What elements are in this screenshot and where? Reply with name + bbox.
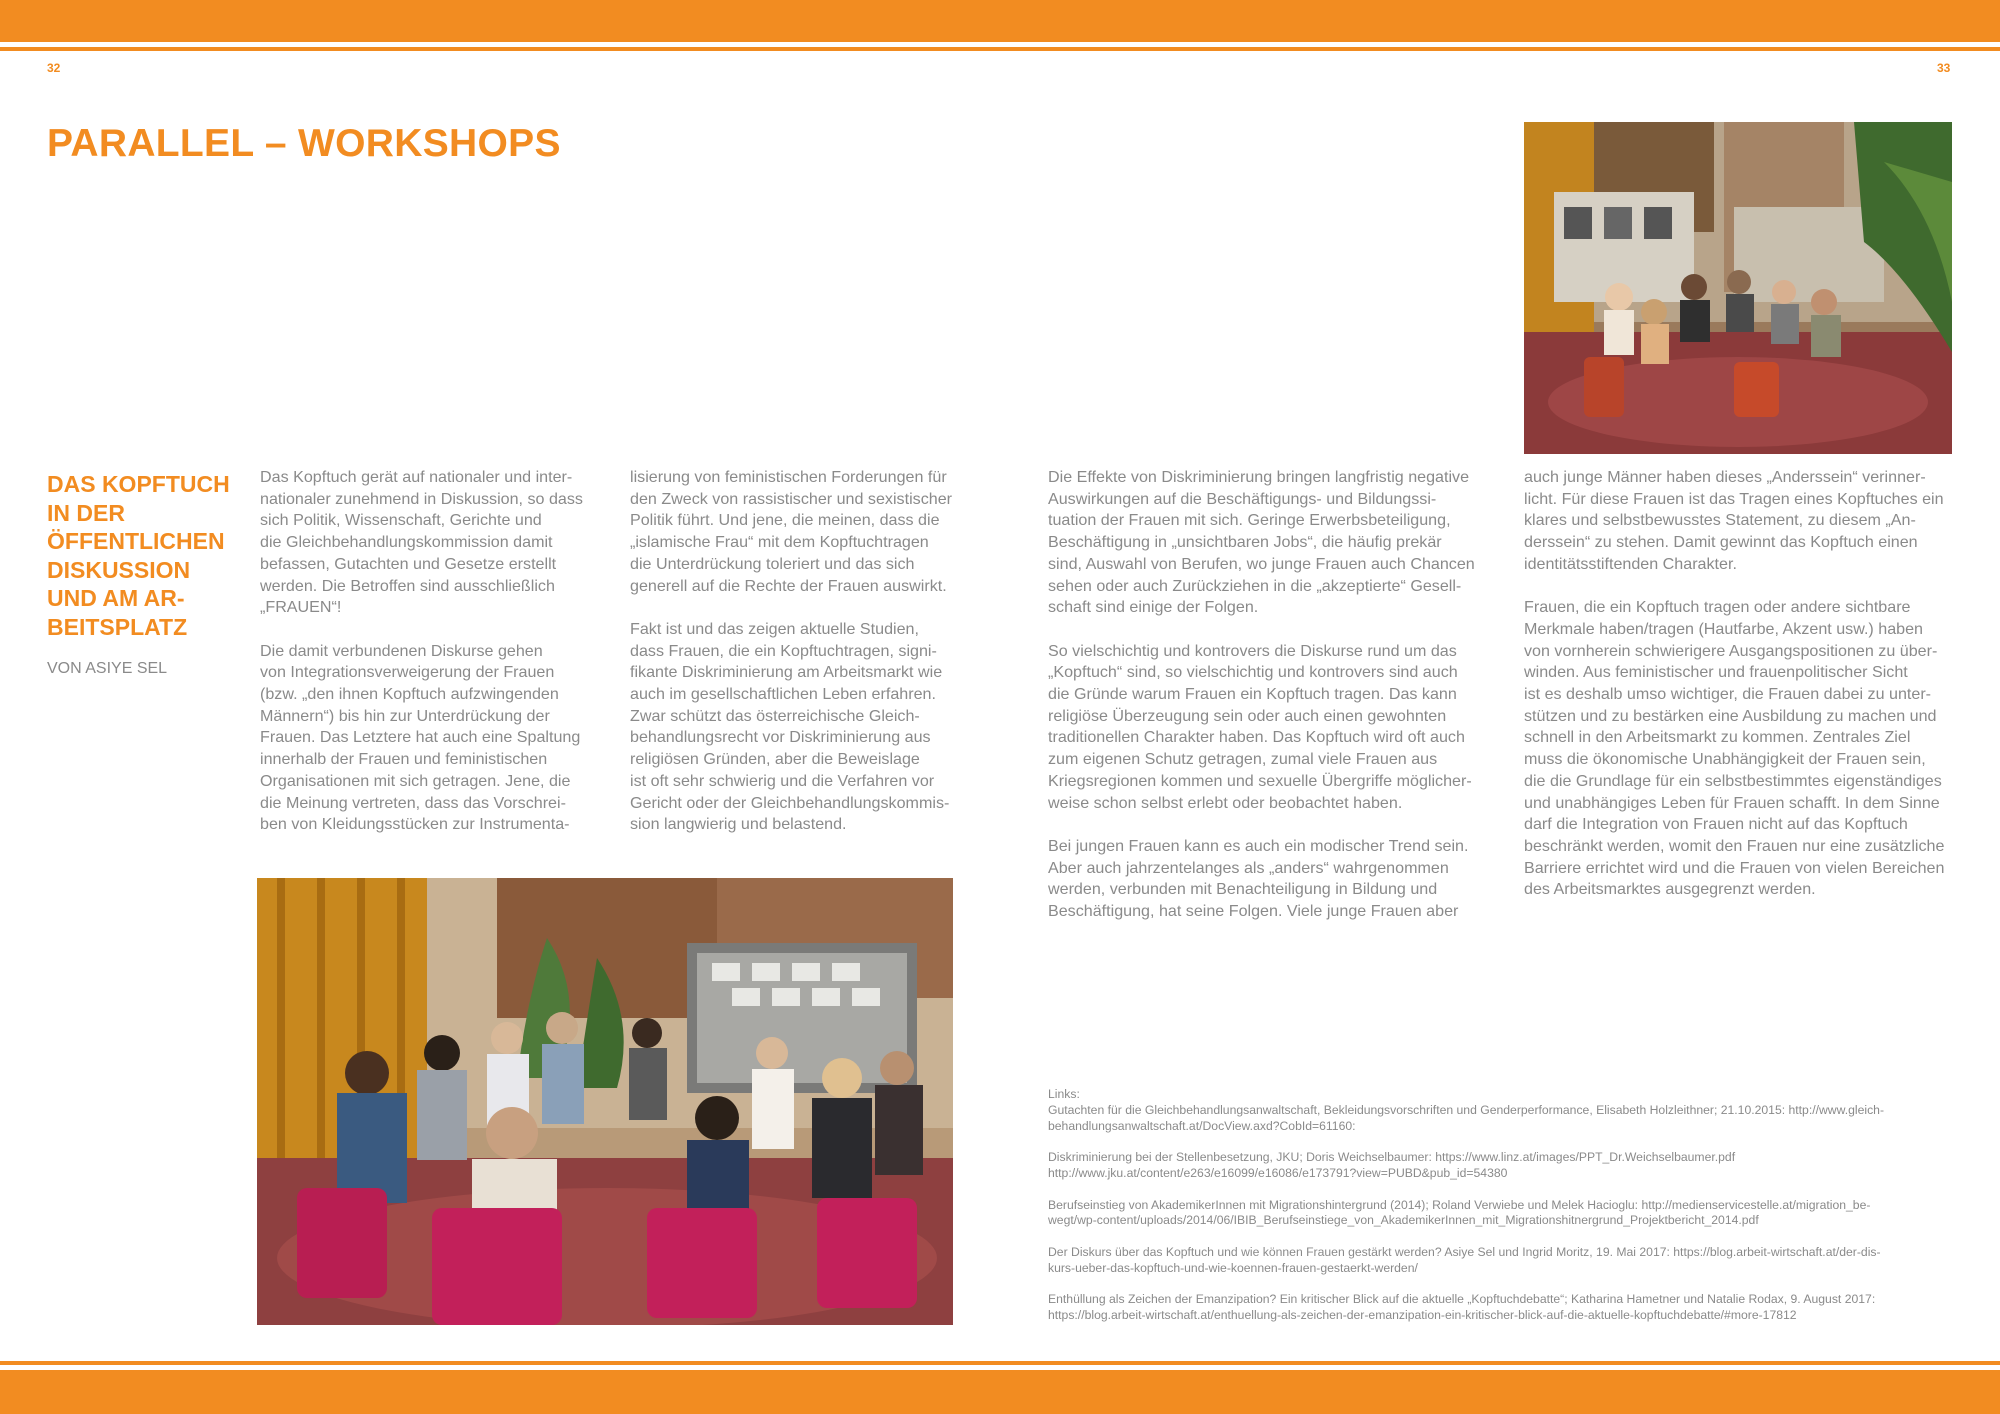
paragraph: Die Effekte von Diskriminierung bringen langfristig negative Auswirkungen auf die Beschäftigungs- und Bildungssi- tuation der Frauen mit sich. Geringe Erwerbsbeteiligung, Beschäftigung in „unsichtbaren Jobs“, die häufig prekär sind, Auswahl von Berufen, wo junge Frauen auch Chancen sehen oder auch Zurückziehen in die „akzeptierte“ Gesell- schaft sind einige der Folgen. — [1048, 468, 1475, 617]
section-title: PARALLEL – WORKSHOPS — [47, 122, 561, 165]
bottom-orange-rule — [0, 1361, 2000, 1365]
top-orange-rule — [0, 47, 2000, 51]
paragraph: Die damit verbundenen Diskurse gehen von Integrationsverweigerung der Frauen (bzw. „den ihnen Kopftuch aufzwingenden Männern“) bis hin zur Unterdrückung der Frauen. Das Letztere hat auch eine Spaltung innerhalb der Frauen und feministischen Organisationen mit sich getragen. Jene, die die Meinung vertreten, dass das Vorschrei- ben von Kleidungsstücken zur Instrumenta- — [260, 641, 581, 834]
paragraph: So vielschichtig und kontrovers die Diskurse rund um das „Kopftuch“ sind, so vielschichtig und kontrovers sind auch die Gründe warum Frauen ein Kopftuch tragen. Das kann religiöse Überzeugung sein oder auch einen gewohnten traditionellen Charakter haben. Das Kopftuch wird oft auch zum eigenen Schutz getragen, zumal viele Frauen aus Kriegsregionen kommen und sexuelle Übergriffe möglicher- weise schon selbst erlebt oder beobachtet haben. — [1048, 641, 1472, 812]
workshop-photo-top-right — [1524, 122, 1952, 454]
links-section — [1048, 1087, 1954, 1324]
paragraph: Frauen, die ein Kopftuch tragen oder andere sichtbare Merkmale haben/tragen (Hautfarbe, Akzent usw.) haben von vornherein schwierigere Ausgangspositionen zu über- winden. Aus feministischer und frauenpolitischer Sicht ist es deshalb umso wichtiger, die Frauen dabei zu unter- stützen und zu bestärken eine Ausbildung zu machen und schnell in den Arbeitsmarkt zu kommen. Zentrales Ziel muss die ökonomische Unabhängigkeit der Frauen sein, die die Grundlage für ein selbstbestimmtes eigenständiges und unabhängiges Leben für Frauen schafft. In dem Sinne darf die Integration von Frauen nicht auf das Kopftuch beschränkt werden, womit den Frauen nur eine zusätzliche Barriere errichtet wird und die Frauen von vielen Bereichen des Arbeitsmarktes ausgegrenzt werden. — [1524, 598, 1945, 899]
paragraph: Bei jungen Frauen kann es auch ein modischer Trend sein. Aber auch jahrzentelanges als „anders“ wahrgenommen werden, verbunden mit Benachteiligung in Bildung und Beschäftigung, hat seine Folgen. Viele junge Frauen aber — [1048, 836, 1469, 921]
text-column-2 — [630, 467, 970, 836]
link-entry: Der Diskurs über das Kopftuch und wie können Frauen gestärkt werden? Asiye Sel und Ingrid Moritz, 19. Mai 2017: https://blog.arbeit-wirtschaft.at/der-dis- kurs-ueber-das-kopftuch-und-wie-koennen-frauen-gestaerkt-werden/ — [1048, 1244, 1881, 1275]
paragraph: Das Kopftuch gerät auf nationaler und inter- nationaler zunehmend in Diskussion, so dass sich Politik, Wissenschaft, Gerichte und die Gleichbehandlungskommission damit befassen, Gutachten und Gesetze erstellt werden. Die Betroffen sind ausschließlich „FRAUEN“! — [260, 468, 583, 617]
paragraph: lisierung von feministischen Forderungen für den Zweck von rassistischer und sexistischer Politik führt. Und jene, die meinen, dass die „islamische Frau“ mit dem Kopftuchtragen die Unterdrückung toleriert und das sich generell auf die Rechte der Frauen auswirkt. — [630, 468, 953, 595]
article-heading: DAS KOPFTUCH IN DER ÖFFENTLICHEN DISKUSSION UND AM AR- BEITSPLATZ — [47, 471, 230, 640]
text-column-3 — [1048, 467, 1488, 923]
right-page-number: 33 — [1937, 61, 1951, 75]
link-entry: Diskriminierung bei der Stellenbesetzung, JKU; Doris Weichselbaumer: https://www.linz.at/images/PPT_Dr.Weichselbaumer.pdf http://www.jku.at/content/e263/e16099/e16086/e173791?view=PUBD&pub_id=54380 — [1048, 1150, 1736, 1180]
link-entry: Links: Gutachten für die Gleichbehandlungsanwaltschaft, Bekleidungsvorschriften und Genderperformance, Elisabeth Holzleithner; 21.10.2015: http://www.gleich- behandlungsanwaltschaft.at/DocView.axd?CobId=61160: — [1048, 1087, 1885, 1133]
link-entry: Berufseinstieg von AkademikerInnen mit Migrationshintergrund (2014); Roland Verwiebe und Melek Hacioglu: http://medienservicestelle.at/migration_be- wegt/wp-content/uploads/2014/06/IBIB_Berufseinstiege_von_AkademikerInnen_mit_Migrationshitnergrund_Projektbericht_2014.pdf — [1048, 1197, 1871, 1228]
article-byline: VON ASIYE SEL — [47, 660, 168, 677]
text-column-1 — [260, 467, 590, 836]
workshop-photo-top-right-image — [1524, 122, 1952, 454]
workshop-photo-bottom-left-image — [257, 878, 953, 1325]
bottom-orange-band — [0, 1370, 2000, 1414]
link-entry: Enthüllung als Zeichen der Emanzipation? Ein kritischer Blick auf die aktuelle „Kopftuchdebatte“; Katharina Hametner und Natalie Rodax, 9. August 2017: https://blog.arbeit-wirtschaft.at/enthuellung-als-zeichen-der-emanzipation-ein-kritischer-blick-auf-die-aktuelle-kopftuchdebatte/#more-17812 — [1048, 1292, 1876, 1323]
workshop-photo-bottom-left — [257, 878, 953, 1325]
paragraph: auch junge Männer haben dieses „Anderssein“ verinner- licht. Für diese Frauen ist das Tragen eines Kopftuches ein klares und selbstbewusstes Statement, zu diesem „An- derssein“ zu stehen. Damit gewinnt das Kopftuch einen identitätsstiftenden Charakter. — [1524, 468, 1944, 573]
paragraph: Fakt ist und das zeigen aktuelle Studien, dass Frauen, die ein Kopftuchtragen, signi- fikante Diskriminierung am Arbeitsmarkt wie auch im gesellschaftlichen Leben erfahren. Zwar schützt das österreichische Gleich- behandlungsrecht vor Diskriminierung aus religiösen Gründen, aber die Beweislage ist oft sehr schwierig und die Verfahren vor Gericht oder der Gleichbehandlungskommis- sion langwierig und belastend. — [630, 619, 950, 834]
text-column-4 — [1524, 467, 1964, 901]
left-page-number: 32 — [47, 61, 61, 75]
top-orange-band — [0, 0, 2000, 42]
